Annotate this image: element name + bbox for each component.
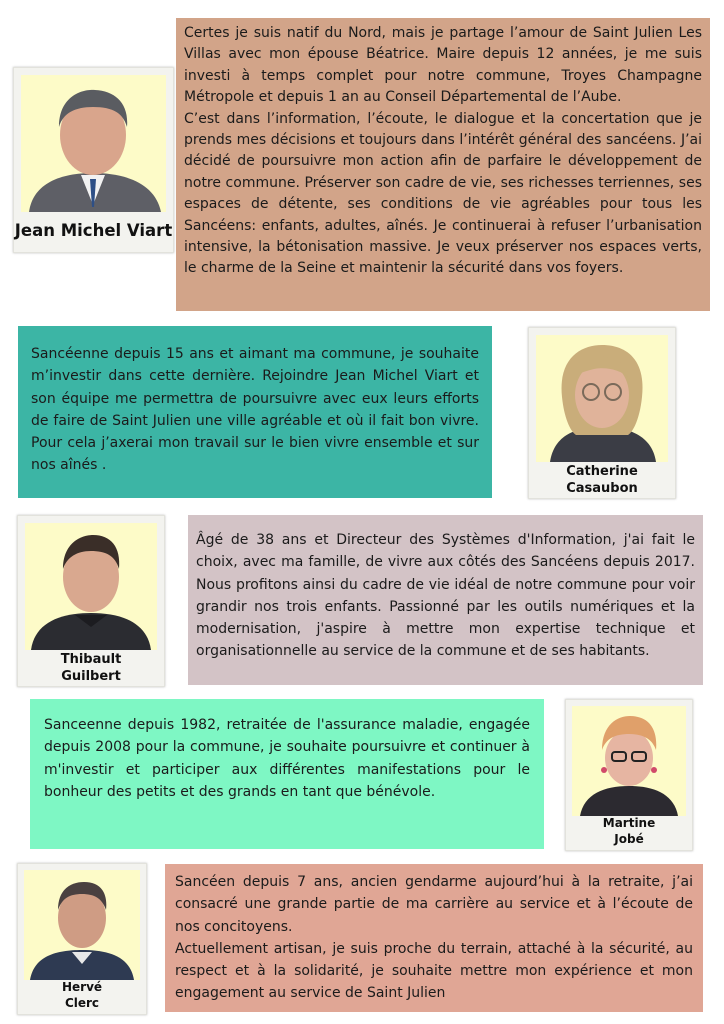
profile-name-first: Martine [602,816,656,830]
profile-paragraph: Sancéen depuis 7 ans, ancien gendarme aujourd’hui à la retraite, j’ai consacré une grande partie de ma carrière au service et à l’écoute de nos concitoyens. [175,874,693,935]
profile-name: Jean Michel Viart [14,221,173,240]
profile-text-box [30,699,544,849]
portrait-photo [536,335,668,462]
profile-name-last: Casaubon [566,480,638,496]
profile-paragraph: Actuellement artisan, je suis proche du terrain, attaché à la sécurité, au respect et à la solidarité, je souhaite mettre mon expérience et mon engagement au service de Saint Julien [175,940,693,1002]
person-silhouette-icon [21,75,166,212]
person-silhouette-icon [25,523,157,650]
profile-paragraph: C’est dans l’information, l’écoute, le dialogue et la concertation que je prends mes décisions et toujours dans l’intérêt général des sancéens. J’ai décidé de poursuivre mon action afin de parfaire le développement de notre commune. Préserver son cadre de vie, ses richesses terriennes, ses espaces de détente, ses conditions de vie agréables pour tous les Sancéens: enfants, adultes, aînés. Je continuerai à refuser l’urbanisation intensive, la bétonisation massive. Je veux préserver nos espaces verts, le charme de la Seine et maintenir la sécurité dans vos foyers. [184,110,702,277]
profile-paragraph: Certes je suis natif du Nord, mais je partage l’amour de Saint Julien Les Villas avec mon épouse Béatrice. Maire depuis 12 années, je me suis investi à temps complet pour notre commune, Troyes Champagne Métropole et depuis 1 an au Conseil Départemental de l’Aube. [184,25,702,106]
profile-paragraph: Âgé de 38 ans et Directeur des Systèmes d'Information, j'ai fait le choix, avec ma famille, de vivre aux côtés des Sancéens depuis 2017. Nous profitons ainsi du cadre de vie idéal de notre commune pour voir grandir nos trois enfants. Passionné par les outils numériques et la modernisation, j'aspire à mettre mon expertise technique et organisationnelle au service de la commune et de ses habitants. [196,532,695,660]
person-silhouette-icon [24,870,140,980]
portrait-photo [21,75,166,212]
person-silhouette-icon [536,335,668,462]
profile-name [566,816,692,847]
profile-paragraph: Sanceenne depuis 1982, retraitée de l'assurance maladie, engagée depuis 2008 pour la commune, je souhaite poursuivre et continuer à m'investir et participer aux différentes manifestations pour le bonheur des petits et des grands en tant que bénévole. [44,717,530,800]
profile-name-last: Jobé [614,831,644,846]
person-silhouette-icon [572,706,686,816]
profile-name-first: Hervé [61,980,103,994]
profile-name-first: Thibault [60,652,122,667]
portrait-photo [25,523,157,650]
profile-card-jean-michel-viart [13,67,174,253]
profile-card-herve-clerc [17,863,147,1015]
profile-name [18,652,164,686]
profile-card-catherine-casaubon [528,327,676,499]
portrait-photo [572,706,686,816]
profile-paragraph: Sancéenne depuis 15 ans et aimant ma commune, je souhaite m’investir dans cette dernière. Rejoindre Jean Michel Viart et son équipe me permettra de poursuivre avec eux leurs efforts de faire de Saint Julien une ville agréable et où il fait bon vivre. Pour cela j’axerai mon travail sur le bien vivre ensemble et sur nos aînés . [31,346,479,474]
profile-card-martine-jobe [565,699,693,851]
profile-name-last: Guilbert [61,668,121,684]
portrait-photo [24,870,140,980]
profile-text-box [188,515,703,685]
profile-text-box [176,18,710,311]
profile-name-first: Catherine [566,464,638,479]
profile-text-box [165,864,703,1012]
profile-card-thibault-guilbert [17,515,165,687]
profile-name [18,980,146,1011]
profile-text-box [18,326,492,498]
profile-name [529,464,675,498]
profile-name-last: Clerc [64,995,100,1010]
